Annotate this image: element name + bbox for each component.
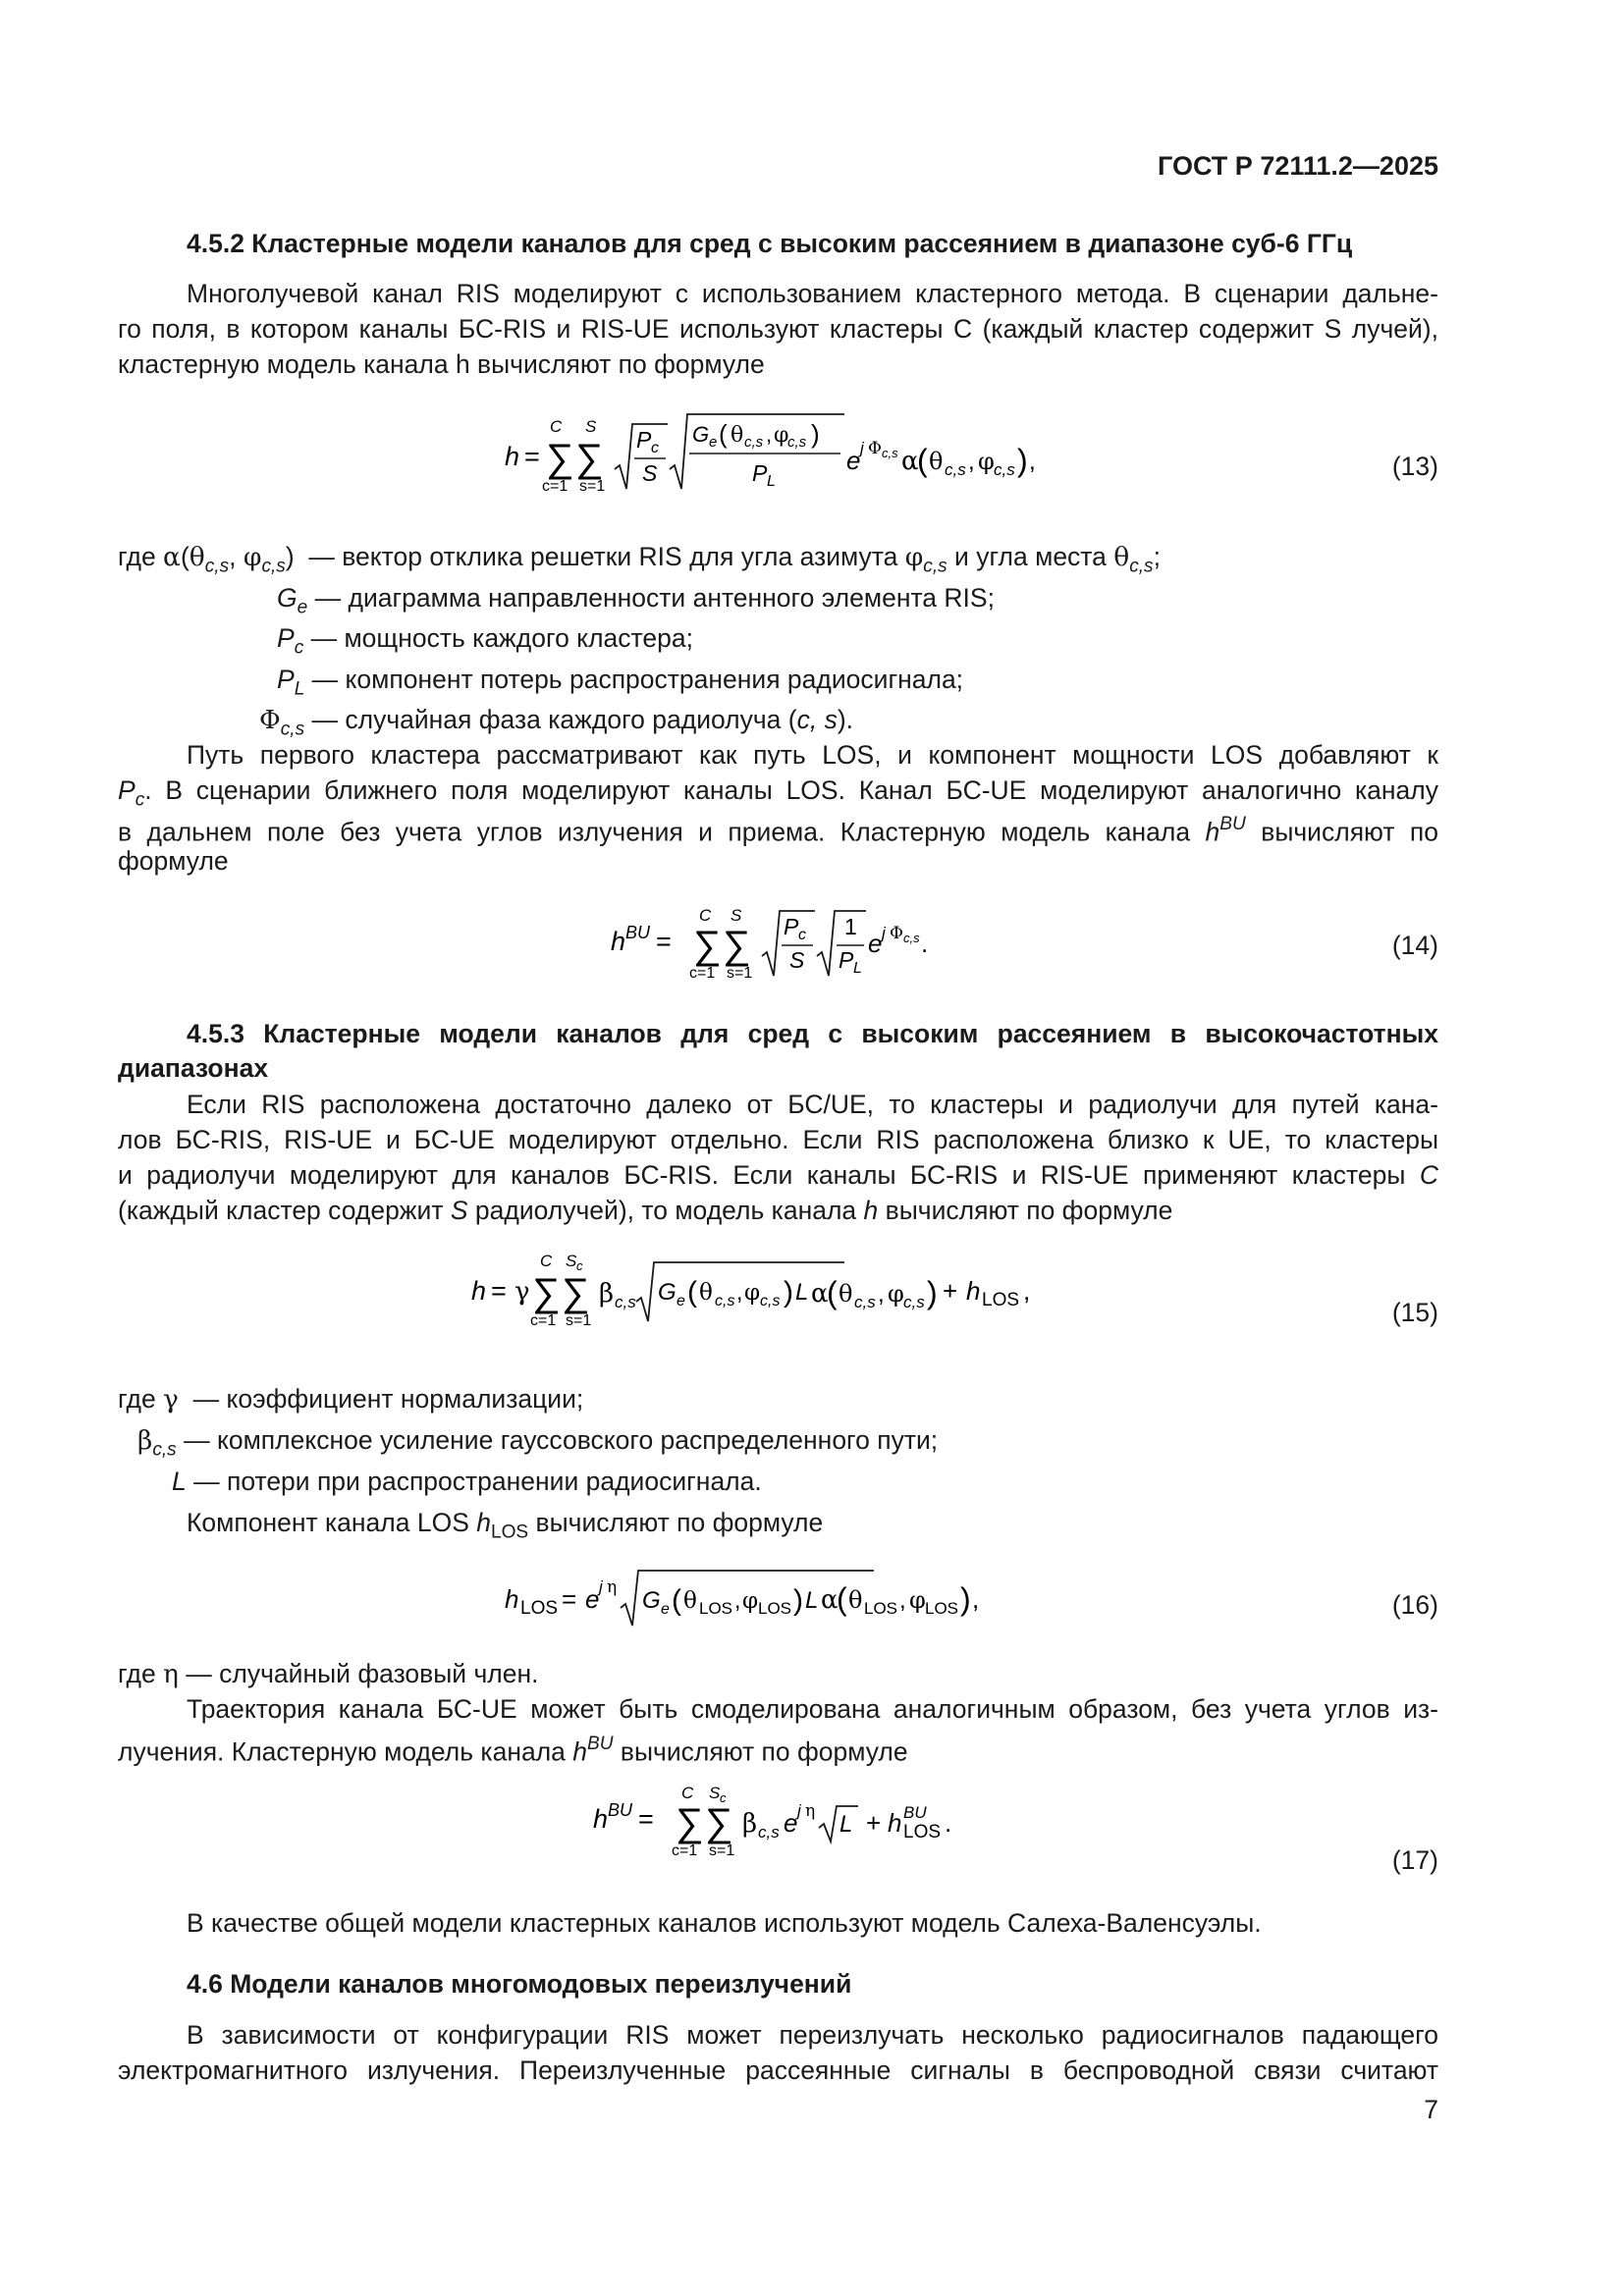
section-heading-4-5-2: 4.5.2 Кластерные модели каналов для сред с высоким рассеянием в диапазоне суб-6 ГГц bbox=[187, 229, 1353, 258]
equation-number-14: (14) bbox=[1391, 931, 1438, 960]
svg-text:c,s: c,s bbox=[903, 1293, 925, 1311]
svg-text:α: α bbox=[811, 1279, 829, 1308]
where-phi: $\Phi_{c,s}$ — случайная фаза каждого радиолуча (c, s). bbox=[259, 705, 854, 740]
svg-text:,: , bbox=[736, 1279, 743, 1305]
where-alpha: где $\alpha(\theta_{c,s}$, $\varphi_{c,s}$) — вектор отклика решетки RIS для угла азимута $\varphi_{c,s}$ и угла места $\theta_{c,s}$; bbox=[118, 542, 1161, 577]
svg-text:): ) bbox=[927, 1275, 938, 1310]
svg-text:=: = bbox=[491, 1276, 507, 1306]
svg-text:1: 1 bbox=[844, 914, 857, 939]
section-heading-4-5-3-line-1: 4.5.3 Кластерные модели каналов для сред с высоким рассеянием в высокочастотных bbox=[187, 1019, 1438, 1048]
where-beta: $\beta_{c,s}$ — комплексное усиление гауссовского распределенного пути; bbox=[137, 1425, 939, 1461]
formula-14 bbox=[609, 901, 962, 989]
svg-text:h: h bbox=[888, 1808, 902, 1838]
svg-text:φ: φ bbox=[742, 1588, 759, 1614]
svg-text:e: e bbox=[661, 1601, 670, 1618]
svg-text:P: P bbox=[784, 914, 799, 939]
svg-text:e: e bbox=[784, 1808, 798, 1838]
svg-text:S: S bbox=[642, 460, 658, 486]
equation-number-13: (13) bbox=[1391, 452, 1438, 481]
svg-text:S: S bbox=[709, 1784, 721, 1802]
svg-text:LOS: LOS bbox=[699, 1599, 733, 1618]
svg-text:BU: BU bbox=[625, 923, 651, 942]
svg-text:): ) bbox=[960, 1581, 971, 1617]
paragraph-3-line-3: и радиолучи моделируют для каналов БС-RIS. Если каналы БС-RIS и RIS-UE применяют кластеры C bbox=[118, 1160, 1438, 1190]
svg-text:BU: BU bbox=[903, 1803, 927, 1822]
svg-text:φ: φ bbox=[774, 423, 789, 448]
svg-text:c,s: c,s bbox=[715, 1293, 735, 1309]
formula-14-svg bbox=[609, 901, 962, 989]
svg-text:c,s: c,s bbox=[744, 434, 764, 451]
where-pl: $P_L$ — компонент потерь распространения радиосигнала; bbox=[277, 665, 964, 700]
where-l: L — потери при распространении радиосигнала. bbox=[172, 1467, 762, 1496]
svg-text:β: β bbox=[742, 1809, 758, 1839]
svg-text:s=1: s=1 bbox=[709, 1842, 735, 1859]
paragraph-2-line-1: Путь первого кластера рассматривают как путь LOS, и компонент мощности LOS добавляют к bbox=[187, 740, 1438, 770]
paragraph-3-line-2: лов БС-RIS, RIS-UE и БС-UE моделируют отдельно. Если RIS расположена близко к UE, то кластеры bbox=[118, 1125, 1438, 1154]
svg-text:LOS: LOS bbox=[903, 1822, 942, 1842]
svg-text:(: ( bbox=[917, 443, 928, 478]
svg-text:φ: φ bbox=[909, 1586, 926, 1614]
svg-text:c,s: c,s bbox=[994, 460, 1015, 479]
formula-17 bbox=[591, 1779, 1003, 1867]
svg-text:+: + bbox=[943, 1276, 958, 1306]
svg-text:j: j bbox=[797, 1801, 801, 1820]
svg-text:P: P bbox=[636, 427, 652, 453]
svg-text:φ: φ bbox=[744, 1280, 761, 1306]
svg-text:): ) bbox=[784, 1276, 793, 1308]
svg-text:θ: θ bbox=[839, 1280, 853, 1308]
paragraph-6-line-2: электромагнитного излучения. Переизлученные рассеянные сигналы в беспроводной связи считают bbox=[118, 2056, 1438, 2085]
formula-15-svg bbox=[469, 1245, 1117, 1338]
where-gamma: где γ — коэффициент нормализации; bbox=[118, 1384, 584, 1415]
svg-text:∑: ∑ bbox=[575, 437, 604, 480]
svg-text:S: S bbox=[566, 1252, 577, 1270]
svg-text:c,s: c,s bbox=[882, 446, 898, 460]
svg-text:φ: φ bbox=[888, 1280, 904, 1308]
svg-text:Φ: Φ bbox=[868, 439, 882, 458]
svg-text:e: e bbox=[709, 434, 718, 451]
svg-text:G: G bbox=[642, 1587, 661, 1614]
svg-text:C: C bbox=[540, 1252, 553, 1270]
paragraph-2-line-2: $P_c$. В сценарии ближнего поля моделируют каналы LOS. Канал БС-UE моделируют аналогично каналу bbox=[118, 775, 1438, 811]
svg-text:): ) bbox=[793, 1584, 803, 1617]
svg-text:LOS: LOS bbox=[864, 1599, 898, 1618]
svg-text:=: = bbox=[524, 442, 540, 471]
svg-text:∑: ∑ bbox=[693, 924, 722, 967]
svg-text:j: j bbox=[599, 1577, 603, 1596]
svg-text:L: L bbox=[839, 1811, 853, 1838]
paragraph-1-line-3: кластерную модель канала h вычисляют по формуле bbox=[118, 349, 765, 379]
formula-13-svg bbox=[503, 410, 1092, 504]
svg-text:(: ( bbox=[687, 1276, 697, 1308]
svg-text:j: j bbox=[860, 439, 864, 457]
svg-text:α: α bbox=[821, 1585, 839, 1615]
svg-text:c,s: c,s bbox=[615, 1293, 636, 1311]
svg-text:=: = bbox=[656, 927, 672, 956]
svg-text:(: ( bbox=[672, 1584, 681, 1617]
svg-text:=: = bbox=[638, 1804, 654, 1834]
svg-text:c=1: c=1 bbox=[672, 1842, 698, 1859]
svg-text:∑: ∑ bbox=[676, 1801, 704, 1844]
svg-text:c,s: c,s bbox=[758, 1823, 780, 1842]
svg-text:L: L bbox=[795, 1279, 809, 1306]
svg-text:c: c bbox=[798, 927, 806, 943]
svg-text:c,s: c,s bbox=[787, 434, 807, 451]
svg-text:(: ( bbox=[837, 1581, 847, 1617]
paragraph-6-line-1: В зависимости от конфигурации RIS может переизлучать несколько радиосигналов падающего bbox=[187, 2020, 1438, 2050]
svg-text:S: S bbox=[731, 906, 742, 925]
los-intro: Компонент канала LOS $h_{LOS}$ вычисляют по формуле bbox=[187, 1508, 824, 1543]
svg-text:e: e bbox=[677, 1293, 685, 1309]
paragraph-2-line-4: формуле bbox=[118, 846, 229, 876]
svg-text:s=1: s=1 bbox=[566, 1312, 592, 1329]
svg-text:,: , bbox=[766, 422, 773, 447]
svg-text:S: S bbox=[585, 417, 597, 436]
svg-text:LOS: LOS bbox=[925, 1599, 959, 1618]
svg-text:c,s: c,s bbox=[854, 1293, 876, 1311]
svg-text:c,s: c,s bbox=[903, 931, 920, 945]
svg-text:c: c bbox=[651, 440, 659, 456]
equation-number-17: (17) bbox=[1391, 1845, 1438, 1875]
page-number: 7 bbox=[1424, 2095, 1438, 2124]
svg-text:η: η bbox=[805, 1801, 816, 1821]
svg-text:+: + bbox=[866, 1808, 882, 1838]
svg-text:∑: ∑ bbox=[705, 1801, 733, 1844]
document-standard-code: ГОСТ Р 72111.2—2025 bbox=[1158, 151, 1438, 181]
formula-16 bbox=[503, 1563, 1092, 1631]
svg-text:,: , bbox=[968, 449, 975, 475]
paragraph-4-line-2: лучения. Кластерную модель канала $h^{BU}$ вычисляют по формуле bbox=[118, 1734, 908, 1767]
svg-text:c: c bbox=[720, 1790, 727, 1805]
equation-number-15: (15) bbox=[1391, 1298, 1438, 1327]
svg-text:LOS: LOS bbox=[758, 1599, 792, 1618]
svg-text:S: S bbox=[789, 947, 805, 973]
where-eta: где η — случайный фазовый член. bbox=[118, 1659, 539, 1689]
svg-text:Φ: Φ bbox=[890, 924, 903, 943]
svg-text:,: , bbox=[734, 1587, 741, 1613]
svg-text:θ: θ bbox=[699, 1280, 713, 1306]
svg-text:∑: ∑ bbox=[562, 1271, 590, 1314]
svg-text:L: L bbox=[853, 960, 862, 977]
paragraph-3-line-1: Если RIS расположена достаточно далеко от БС/UE, то кластеры и радиолучи для путей кана- bbox=[187, 1090, 1438, 1119]
svg-text:): ) bbox=[1017, 443, 1028, 478]
svg-text:∑: ∑ bbox=[723, 924, 751, 967]
svg-text:P: P bbox=[752, 460, 768, 486]
svg-text:,: , bbox=[899, 1587, 906, 1614]
svg-text:α: α bbox=[901, 447, 919, 476]
paragraph-5: В качестве общей модели кластерных каналов используют модель Салеха-Валенсуэлы. bbox=[187, 1908, 1262, 1938]
svg-text:∑: ∑ bbox=[532, 1271, 561, 1314]
svg-text:G: G bbox=[692, 422, 710, 447]
svg-text:γ: γ bbox=[514, 1277, 530, 1307]
paragraph-1-line-2: го поля, в котором каналы БС-RIS и RIS-UE используют кластеры C (каждый кластер содержит S лучей), bbox=[118, 314, 1438, 344]
svg-text:h: h bbox=[611, 927, 626, 956]
section-heading-4-5-3-line-2: диапазонах bbox=[118, 1053, 269, 1083]
svg-text:LOS: LOS bbox=[520, 1598, 559, 1619]
svg-text:η: η bbox=[607, 1577, 618, 1597]
svg-text:,: , bbox=[878, 1281, 885, 1308]
svg-text:C: C bbox=[681, 1784, 694, 1802]
svg-text:.: . bbox=[945, 1808, 952, 1838]
svg-text:h: h bbox=[505, 1584, 519, 1614]
svg-text:θ: θ bbox=[848, 1586, 863, 1614]
svg-text:c=1: c=1 bbox=[530, 1312, 557, 1329]
paragraph-4-line-1: Траектория канала БС-UE может быть смоделирована аналогичным образом, без учета углов из- bbox=[187, 1694, 1438, 1724]
svg-text:e: e bbox=[585, 1584, 600, 1614]
svg-text:e: e bbox=[868, 929, 883, 958]
svg-text:h: h bbox=[471, 1276, 487, 1306]
svg-text:θ: θ bbox=[683, 1588, 697, 1614]
formula-13 bbox=[503, 410, 1092, 504]
paragraph-2-line-3: в дальнем поле без учета углов излучения и приема. Кластерную модель канала $h^{BU}$ вычисляют по bbox=[118, 814, 1438, 847]
paragraph-1-line-1: Многолучевой канал RIS моделируют с использованием кластерного метода. В сценарии дальне- bbox=[187, 279, 1438, 308]
svg-text:BU: BU bbox=[608, 1800, 633, 1820]
svg-text:s=1: s=1 bbox=[579, 478, 606, 495]
svg-text:,: , bbox=[1029, 449, 1036, 475]
formula-15 bbox=[469, 1245, 1117, 1338]
svg-text:): ) bbox=[811, 419, 820, 449]
svg-text:c=1: c=1 bbox=[542, 478, 568, 495]
svg-text:C: C bbox=[699, 906, 712, 925]
svg-text:c,s: c,s bbox=[945, 460, 966, 479]
formula-17-svg bbox=[591, 1779, 1003, 1867]
svg-text:c=1: c=1 bbox=[689, 965, 716, 982]
svg-text:∑: ∑ bbox=[546, 437, 574, 480]
svg-text:G: G bbox=[658, 1279, 677, 1306]
svg-text:e: e bbox=[846, 446, 861, 475]
svg-text:β: β bbox=[599, 1279, 615, 1308]
svg-text:θ: θ bbox=[929, 448, 944, 475]
svg-text:.: . bbox=[921, 929, 929, 958]
svg-text:φ: φ bbox=[978, 448, 995, 475]
svg-text:h: h bbox=[593, 1804, 609, 1834]
svg-text:c: c bbox=[576, 1258, 583, 1273]
svg-text:θ: θ bbox=[731, 423, 744, 448]
svg-text:LOS: LOS bbox=[982, 1290, 1020, 1310]
svg-text:s=1: s=1 bbox=[727, 965, 753, 982]
svg-text:P: P bbox=[839, 947, 854, 973]
svg-text:=: = bbox=[562, 1584, 577, 1614]
svg-text:(: ( bbox=[719, 419, 728, 449]
where-pc: $P_c$ — мощность каждого кластера; bbox=[277, 623, 693, 659]
paragraph-3-line-4: (каждый кластер содержит S радиолучей), то модель канала h вычисляют по формуле bbox=[118, 1196, 1173, 1225]
svg-text:,: , bbox=[972, 1584, 980, 1614]
svg-text:h: h bbox=[966, 1276, 981, 1306]
equation-number-16: (16) bbox=[1391, 1590, 1438, 1620]
svg-text:C: C bbox=[550, 417, 563, 436]
svg-text:L: L bbox=[805, 1587, 819, 1614]
formula-16-svg bbox=[503, 1563, 1092, 1631]
svg-text:,: , bbox=[1023, 1276, 1031, 1306]
svg-text:L: L bbox=[767, 473, 776, 490]
where-ge: $G_e$ — диаграмма направленности антенного элемента RIS; bbox=[277, 583, 995, 618]
svg-text:(: ( bbox=[827, 1275, 838, 1310]
svg-text:c,s: c,s bbox=[760, 1293, 781, 1309]
svg-text:h: h bbox=[505, 442, 520, 471]
section-heading-4-6: 4.6 Модели каналов многомодовых переизлучений bbox=[187, 1969, 852, 1999]
svg-text:j: j bbox=[882, 924, 886, 942]
